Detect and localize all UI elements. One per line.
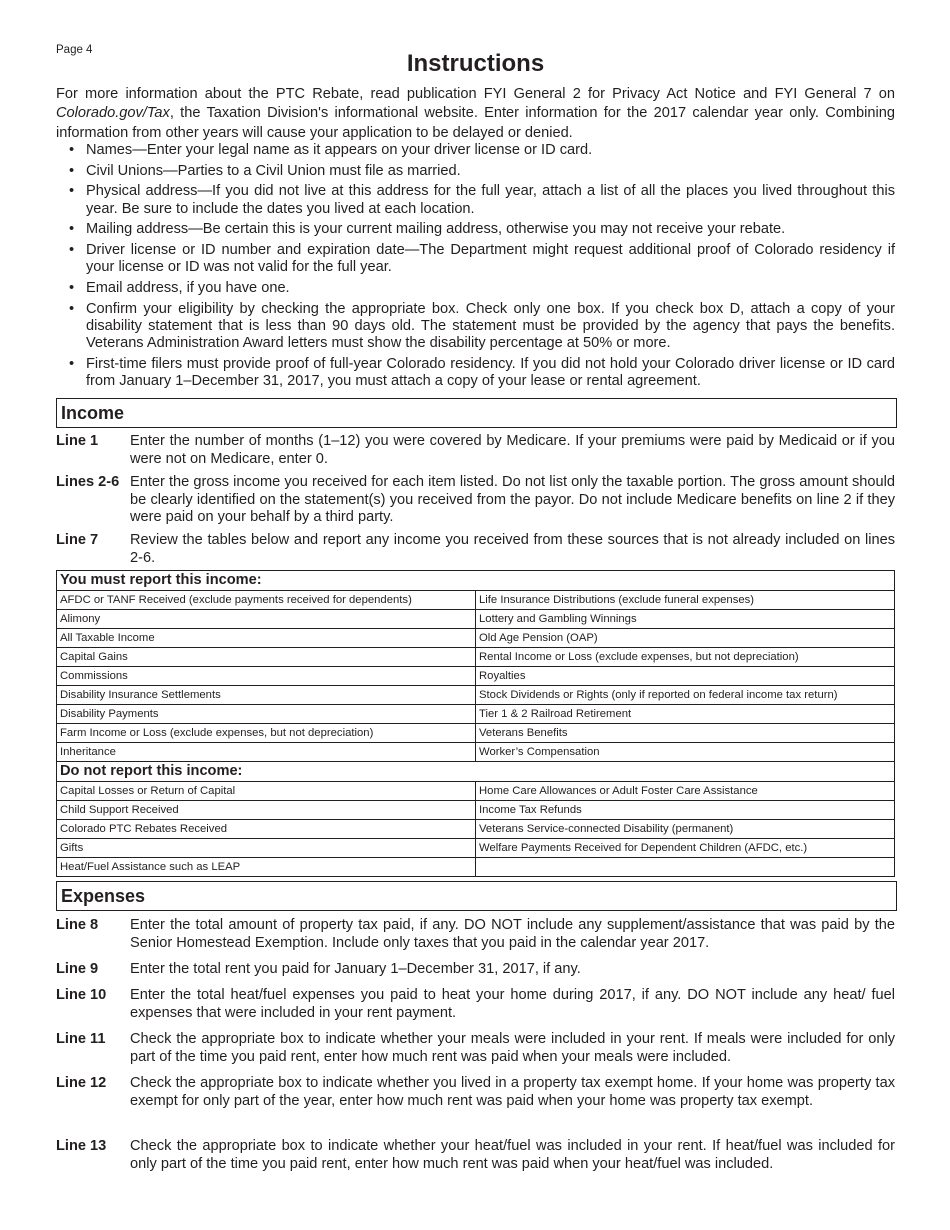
must-report-heading-row: [57, 571, 895, 591]
table-cell: Farm Income or Loss (exclude expenses, but not depreciation): [57, 724, 476, 743]
line-text: Review the tables below and report any income you received from these sources that is not already included on lines 2-6.: [130, 532, 895, 566]
bullet-text: Driver license or ID number and expiration date—The Department might request additional proof of Colorado residency if your license or ID was not valid for the full year.: [86, 242, 895, 276]
table-cell: Veterans Benefits: [476, 724, 895, 743]
table-row: [57, 667, 895, 686]
must-report-heading: You must report this income:: [57, 571, 895, 591]
line-label: Line 11: [56, 1031, 106, 1047]
table-row: [57, 648, 895, 667]
line-label: Line 10: [56, 987, 107, 1003]
bullet-icon: •: [69, 280, 75, 297]
table-row: [57, 610, 895, 629]
do-not-report-heading-row: [57, 762, 895, 782]
income-sources-table: [56, 570, 895, 877]
bullet-item: [56, 356, 895, 391]
table-cell: Capital Gains: [57, 648, 476, 667]
table-cell: Home Care Allowances or Adult Foster Care Assistance: [476, 782, 895, 801]
table-row: [57, 629, 895, 648]
intro-paragraph: [56, 85, 895, 143]
income-lines-2-6: [56, 474, 895, 527]
table-row: [57, 782, 895, 801]
line-label: Line 12: [56, 1075, 107, 1091]
bullet-icon: •: [69, 300, 75, 317]
table-cell: AFDC or TANF Received (exclude payments received for dependents): [57, 591, 476, 610]
table-cell: Veterans Service-connected Disability (permanent): [476, 820, 895, 839]
line-text: Enter the total rent you paid for January 1–December 31, 2017, if any.: [130, 961, 581, 977]
line-label: Line 8: [56, 917, 99, 933]
table-cell: Commissions: [57, 667, 476, 686]
bullet-text: Names—Enter your legal name as it appears on your driver license or ID card.: [86, 142, 593, 158]
line-label: Line 9: [56, 961, 99, 977]
bullet-text: Mailing address—Be certain this is your current mailing address, otherwise you may not receive your rebate.: [86, 221, 786, 238]
bullet-icon: •: [69, 142, 75, 158]
line-label: Line 13: [56, 1138, 107, 1154]
bullet-text: Confirm your eligibility by checking the appropriate box. Check only one box. If you check box D, attach a copy of your disability statement that is less than 90 days old. The statement must be provided by the agency that pays the benefits. Veterans Administration Award letters must show the disability percentage at 50% or more.: [86, 300, 895, 352]
table-cell: Child Support Received: [57, 801, 476, 820]
do-not-report-heading: Do not report this income:: [57, 762, 895, 782]
table-cell: Heat/Fuel Assistance such as LEAP: [57, 858, 476, 877]
table-cell: Royalties: [476, 667, 895, 686]
table-cell: Life Insurance Distributions (exclude funeral expenses): [476, 591, 895, 610]
table-row: [57, 591, 895, 610]
income-section-heading: Income: [56, 398, 897, 428]
table-row: [57, 743, 895, 762]
table-row: [57, 839, 895, 858]
bullet-text: Civil Unions—Parties to a Civil Union must file as married.: [86, 162, 461, 179]
table-cell: All Taxable Income: [57, 629, 476, 648]
table-cell: Rental Income or Loss (exclude expenses, but not depreciation): [476, 648, 895, 667]
page-title: Instructions: [406, 50, 545, 77]
bullet-icon: •: [69, 183, 75, 200]
expense-line-13: [56, 1138, 895, 1173]
line-label: Line 7: [56, 532, 99, 548]
bullet-icon: •: [69, 162, 75, 179]
table-row: [57, 686, 895, 705]
table-cell: Worker’s Compensation: [476, 743, 895, 762]
line-text: Enter the total heat/fuel expenses you paid to heat your home during 2017, if any. DO NOT include any heat/ fuel expenses that were included in your rent payment.: [130, 987, 895, 1021]
intro-text-2: , the Taxation Division's informational website. Enter information for the 2017 calendar year only. Combining information from other years will cause your application to be delayed or denied.: [56, 105, 895, 141]
expense-line-9: [56, 961, 895, 979]
instruction-bullets: [56, 142, 895, 394]
table-cell: Gifts: [57, 839, 476, 858]
line-text: Enter the total amount of property tax paid, if any. DO NOT include any supplement/assistance that was paid by the Senior Homestead Exemption. Include only taxes that you paid in the calendar year 2017.: [130, 917, 895, 951]
table-cell: Welfare Payments Received for Dependent Children (AFDC, etc.): [476, 839, 895, 858]
table-cell: Tier 1 & 2 Railroad Retirement: [476, 705, 895, 724]
table-cell: Disability Insurance Settlements: [57, 686, 476, 705]
table-row: [57, 801, 895, 820]
bullet-item: [56, 142, 895, 159]
line-text: Check the appropriate box to indicate whether you lived in a property tax exempt home. If your home was property tax exempt for only part of the year, enter how much rent was paid when your home was property tax exempt.: [130, 1075, 895, 1109]
expense-line-10: [56, 987, 895, 1022]
expense-line-12: [56, 1075, 895, 1110]
table-cell: Alimony: [57, 610, 476, 629]
bullet-item: [56, 242, 895, 277]
bullet-item: [56, 280, 895, 297]
line-label: Lines 2-6: [56, 474, 120, 490]
table-row: [57, 820, 895, 839]
line-text: Check the appropriate box to indicate whether your meals were included in your rent. If meals were included for only part of the time you paid rent, enter how much rent was paid when your meals were included.: [130, 1031, 895, 1065]
line-label: Line 1: [56, 433, 99, 449]
table-cell: Capital Losses or Return of Capital: [57, 782, 476, 801]
bullet-icon: •: [69, 221, 75, 238]
table-cell: Old Age Pension (OAP): [476, 629, 895, 648]
bullet-icon: •: [69, 356, 75, 372]
expenses-section-heading: Expenses: [56, 881, 897, 911]
table-cell: Inheritance: [57, 743, 476, 762]
income-line-1: [56, 433, 895, 468]
line-text: Check the appropriate box to indicate whether your heat/fuel was included in your rent. If heat/fuel was included for only part of the time you paid rent, enter how much rent was paid when your heat/fuel was included.: [130, 1138, 895, 1172]
website-reference: Colorado.gov/Tax: [56, 105, 170, 122]
line-text: Enter the number of months (1–12) you were covered by Medicare. If your premiums were paid by Medicaid or if you were not on Medicare, enter 0.: [130, 433, 895, 467]
income-line-7: [56, 532, 895, 567]
bullet-item: [56, 221, 895, 238]
intro-text-1: For more information about the PTC Rebate, read publication FYI General 2 for Privacy Act Notice and FYI General 7 on: [56, 86, 895, 102]
bullet-text: Physical address—If you did not live at this address for the full year, attach a list of all the places you lived throughout this year. Be sure to include the dates you lived at each location.: [86, 183, 895, 217]
page-number: Page 4: [56, 44, 93, 56]
bullet-item: [56, 183, 895, 218]
expense-line-8: [56, 917, 895, 952]
table-cell: Disability Payments: [57, 705, 476, 724]
bullet-text: Email address, if you have one.: [86, 280, 290, 297]
bullet-text: First-time filers must provide proof of full-year Colorado residency. If you did not hold your Colorado driver license or ID card from January 1–December 31, 2017, you must attach a copy of your lease or rental agreement.: [86, 356, 895, 390]
table-cell: Income Tax Refunds: [476, 801, 895, 820]
bullet-icon: •: [69, 242, 75, 259]
expense-line-11: [56, 1031, 895, 1066]
table-row: [57, 724, 895, 743]
line-text: Enter the gross income you received for each item listed. Do not list only the taxable portion. The gross amount should be clearly identified on the statement(s) you received from the payor. Do not include Medicare benefits on line 2 if they were paid on your behalf by a third party.: [130, 474, 895, 526]
table-cell: Lottery and Gambling Winnings: [476, 610, 895, 629]
bullet-item: [56, 163, 895, 180]
table-row: [57, 858, 895, 877]
table-cell: Colorado PTC Rebates Received: [57, 820, 476, 839]
table-cell: [476, 858, 895, 877]
table-row: [57, 705, 895, 724]
bullet-item: [56, 301, 895, 353]
table-cell: Stock Dividends or Rights (only if reported on federal income tax return): [476, 686, 895, 705]
